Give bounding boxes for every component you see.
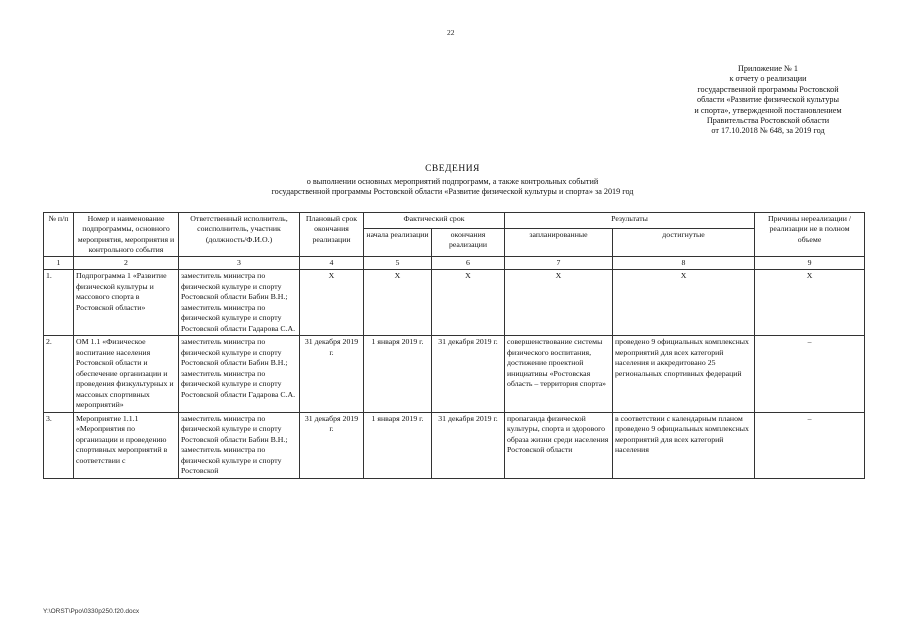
table-row [44, 336, 865, 413]
column-number: 6 [432, 257, 505, 270]
cell-responsible: заместитель министра по физической культуре и спорту Ростовской области Бабин В.Н.; заместитель министра по физической культуре и спорту Ростовской области Гадарова С.А. [179, 270, 300, 336]
cell-responsible: заместитель министра по физической культуре и спорту Ростовской области Бабин В.Н.; заместитель министра по физической культуре и спорту Ростовской [179, 412, 300, 478]
header-actual-term: Фактический срок [364, 213, 505, 229]
cell-actual-start: Х [364, 270, 432, 336]
cell-actual-end: Х [432, 270, 505, 336]
document-subtitle-line-2: государственной программы Ростовской области «Развитие физической культуры и спорта» за 2019 год [271, 187, 634, 196]
header-actual-start: начала реализации [364, 228, 432, 256]
table-row [44, 270, 865, 336]
appendix-line: от 17.10.2018 № 648, за 2019 год [711, 126, 825, 136]
cell-actual-end: 31 декабря 2019 г. [432, 412, 505, 478]
header-results-planned: запланированные [505, 228, 613, 256]
column-number: 2 [74, 257, 179, 270]
cell-name: Мероприятие 1.1.1 «Мероприятия по организации и проведению спортивных мероприятий в соответствии с [74, 412, 179, 478]
cell-num: 2. [44, 336, 74, 413]
header-actual-end: окончания реализации [432, 228, 505, 256]
column-number-row [44, 257, 865, 270]
cell-planned-end: 31 декабря 2019 г. [300, 412, 364, 478]
footer-file-path: Y:\ORST\Ppo\0330p250.f20.docx [43, 608, 140, 615]
cell-reasons: – [755, 336, 865, 413]
cell-reasons: – [755, 412, 865, 478]
column-number: 1 [44, 257, 74, 270]
appendix-line: и спорта», утвержденной постановлением [694, 105, 842, 115]
cell-planned-end: Х [300, 270, 364, 336]
cell-num: 1. [44, 270, 74, 336]
column-number: 7 [505, 257, 613, 270]
column-number: 9 [755, 257, 865, 270]
cell-name: ОМ 1.1 «Физическое воспитание населения Ростовской области и обеспечение организации и проведения физкультурных и массовых спортивных мероприятий» [74, 336, 179, 413]
cell-reasons: Х [755, 270, 865, 336]
header-responsible: Ответственный исполнитель, соисполнитель, участник (должность/Ф.И.О.) [179, 213, 300, 257]
cell-actual-end: 31 декабря 2019 г. [432, 336, 505, 413]
cell-planned-result: Х [505, 270, 613, 336]
report-table [43, 212, 865, 479]
column-number: 5 [364, 257, 432, 270]
document-subtitle-line-1: о выполнении основных мероприятий подпрограмм, а также контрольных событий [306, 177, 599, 186]
cell-planned-result: совершенствование системы физического воспитания, достижение проектной инициативы «Ростовская область – территория спорта» [505, 336, 613, 413]
appendix-line: государственной программы Ростовской [697, 84, 839, 94]
appendix-line: к отчету о реализации [729, 74, 807, 84]
cell-num: 3. [44, 412, 74, 478]
column-number: 4 [300, 257, 364, 270]
cell-actual-start: 1 января 2019 г. [364, 336, 432, 413]
document-title: СВЕДЕНИЯ [425, 164, 480, 174]
cell-planned-result: пропаганда физической культуры, спорта и здорового образа жизни среди населения Ростовской области [505, 412, 613, 478]
appendix-line: Приложение № 1 [738, 64, 798, 73]
header-results: Результаты [505, 213, 755, 229]
cell-actual-start: 1 января 2019 г. [364, 412, 432, 478]
header-reasons: Причины нереализации / реализации не в полном объеме [755, 213, 865, 257]
header-name: Номер и наименование подпрограммы, основного мероприятия, мероприятия и контрольного события [74, 213, 179, 257]
cell-achieved-result: в соответствии с календарным планом проведено 9 официальных комплексных мероприятий для всех категорий населения [613, 412, 755, 478]
cell-responsible: заместитель министра по физической культуре и спорту Ростовской области Бабин В.Н.; заместитель министра по физической культуре и спорту Ростовской области Гадарова С.А. [179, 336, 300, 413]
header-planned-end: Плановый срок окончания реализации [300, 213, 364, 257]
page-number: 22 [447, 28, 455, 37]
table-row [44, 412, 865, 478]
appendix-line: области «Развитие физической культуры [696, 95, 840, 105]
column-number: 3 [179, 257, 300, 270]
cell-achieved-result: Х [613, 270, 755, 336]
cell-planned-end: 31 декабря 2019 г. [300, 336, 364, 413]
cell-achieved-result: проведено 9 официальных комплексных мероприятий для всех категорий населения и аккредитовано 25 региональных спортивных федераций [613, 336, 755, 413]
appendix-line: Правительства Ростовской области [706, 116, 830, 126]
header-results-achieved: достигнутые [613, 228, 755, 256]
appendix-block [668, 64, 868, 137]
column-number: 8 [613, 257, 755, 270]
header-num: № п/п [44, 213, 74, 257]
cell-name: Подпрограмма 1 «Развитие физической культуры и массового спорта в Ростовской области» [74, 270, 179, 336]
